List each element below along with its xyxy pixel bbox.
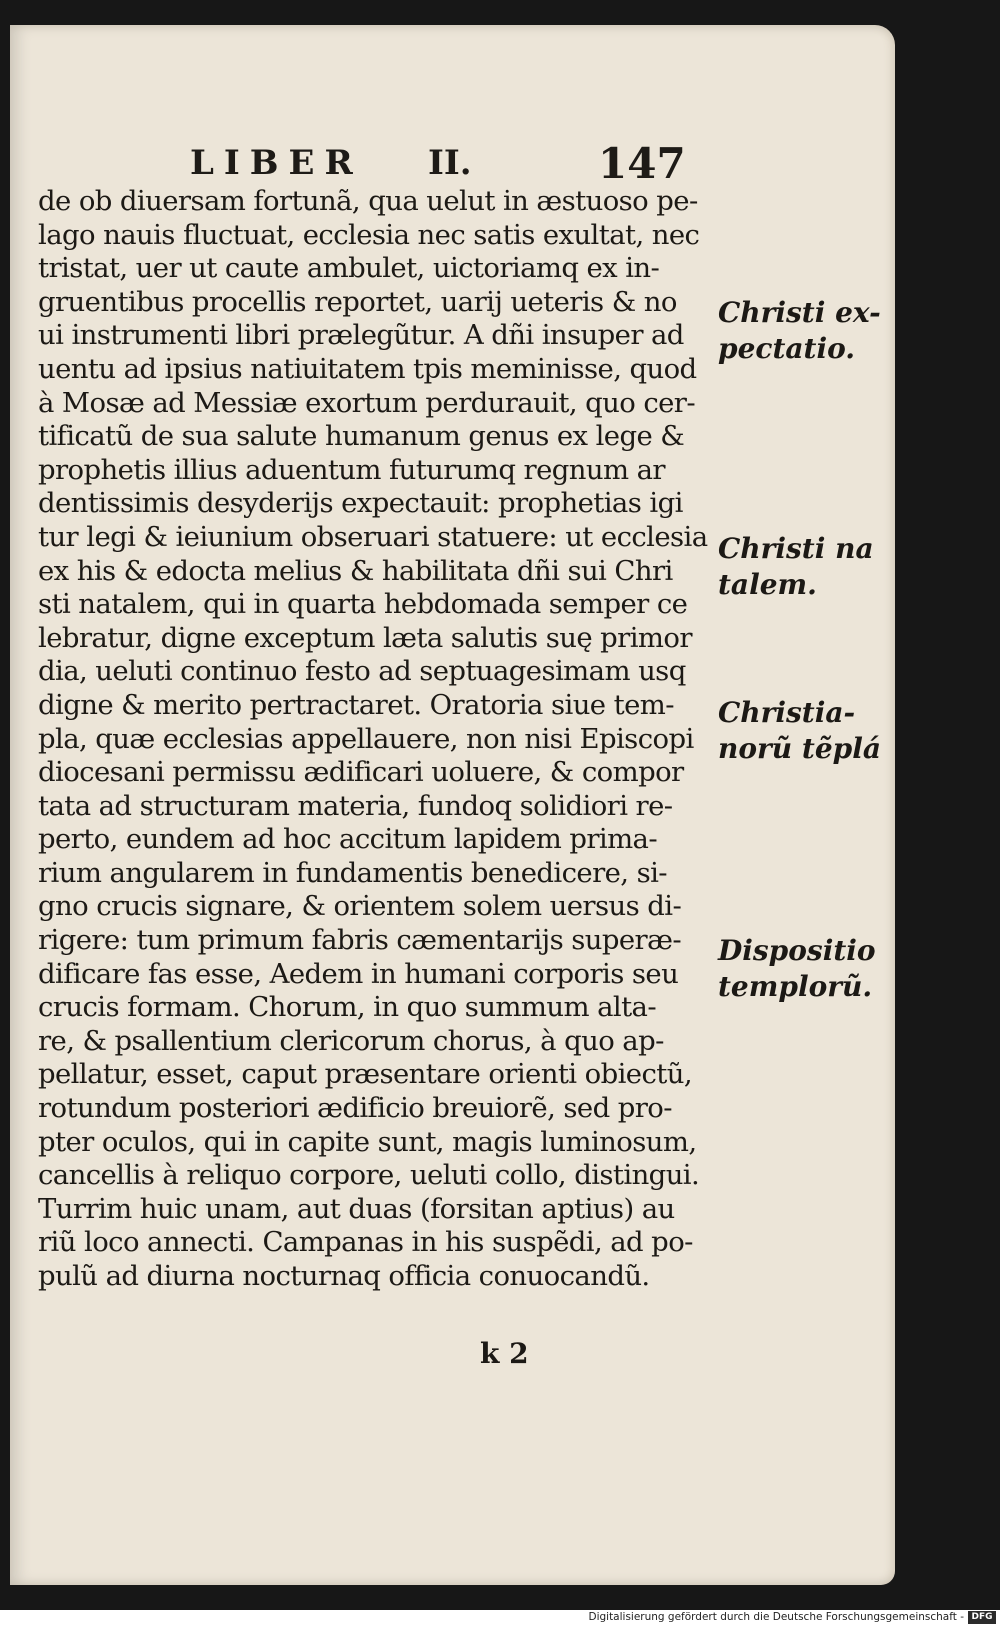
text-line: tur legi & ieiunium obseruari statuere: ut ecclesia	[38, 520, 708, 553]
signature-mark: k 2	[480, 1337, 529, 1370]
marginal-note-line: Dispositio	[718, 934, 876, 967]
text-line: crucis formam. Chorum, in quo summum alta-	[38, 991, 657, 1024]
footer-bar	[0, 1610, 1000, 1626]
text-line: à Mosæ ad Messiæ exortum perdurauit, quo cer-	[38, 386, 696, 419]
text-line: gruentibus procellis reportet, uarij ueteris & no	[38, 285, 677, 318]
text-line: prophetis illius aduentum futurumq regnum ar	[38, 453, 665, 486]
marginal-note-christi-natalem	[718, 531, 874, 603]
text-line: dificare fas esse, Aedem in humani corporis seu	[38, 957, 679, 990]
text-line: de ob diuersam fortunã, qua uelut in æstuoso pe-	[38, 185, 698, 217]
marginal-note-christi-expectatio	[718, 295, 881, 367]
marginal-note-line: norũ tẽplá	[718, 732, 881, 765]
text-line: dia, ueluti continuo festo ad septuagesimam usq	[38, 655, 686, 688]
marginal-note-line: Christi ex-	[718, 296, 881, 329]
text-line: sti natalem, qui in quarta hebdomada semper ce	[38, 588, 688, 621]
text-line: rigere: tum primum fabris cæmentarijs superæ-	[38, 924, 682, 957]
text-line: tristat, uer ut caute ambulet, uictoriamq ex in-	[38, 252, 660, 285]
text-line: ui instrumenti libri prælegũtur. A dñi insuper ad	[38, 319, 684, 352]
marginal-note-line: Christi na	[718, 532, 874, 565]
folio-number: 147	[598, 139, 686, 188]
marginal-note-christianorum-templa	[718, 695, 881, 767]
text-line: lago nauis fluctuat, ecclesia nec satis exultat, nec	[38, 218, 700, 251]
marginal-note-line: templorũ.	[718, 970, 873, 1003]
text-line: dentissimis desyderijs expectauit: prophetias igi	[38, 487, 683, 520]
text-line: perto, eundem ad hoc accitum lapidem prima-	[38, 823, 658, 856]
text-line: diocesani permissu ædificari uoluere, & compor	[38, 756, 684, 789]
text-line: gno crucis signare, & orientem solem uersus di-	[38, 890, 682, 923]
marginal-note-line: pectatio.	[718, 332, 856, 365]
text-line: tificatũ de sua salute humanum genus ex lege &	[38, 420, 685, 453]
marginal-note-line: Christia-	[718, 696, 856, 729]
text-line: Turrim huic unam, aut duas (forsitan aptius) au	[38, 1192, 675, 1225]
text-line: lebratur, digne exceptum læta salutis suę primor	[38, 621, 692, 654]
marginal-note-line: talem.	[718, 568, 817, 601]
text-line: riũ loco annecti. Campanas in his suspẽdi, ad po-	[38, 1226, 693, 1259]
marginal-note-dispositio-templorum	[718, 933, 876, 1005]
text-line: tata ad structuram materia, fundoq solidiori re-	[38, 789, 673, 822]
text-line: pter oculos, qui in capite sunt, magis luminosum,	[38, 1125, 697, 1158]
text-line: rotundum posteriori ædificio breuiorẽ, sed pro-	[38, 1092, 672, 1125]
text-line: digne & merito pertractaret. Oratoria siue tem-	[38, 688, 674, 721]
book-page	[10, 25, 895, 1585]
text-line: pellatur, esset, caput præsentare orienti obiectũ,	[38, 1058, 692, 1091]
main-text-block	[38, 185, 718, 1294]
text-line: uentu ad ipsius natiuitatem tpis meminisse, quod	[38, 352, 697, 385]
text-line: pla, quæ ecclesias appellauere, non nisi Episcopi	[38, 722, 694, 755]
running-head-title: LIBER	[190, 143, 363, 183]
digitization-credit: Digitalisierung gefördert durch die Deutsche Forschungsgemeinschaft -	[588, 1611, 964, 1623]
text-line: pulũ ad diurna nocturnaq officia conuocandũ.	[38, 1260, 650, 1292]
text-line: ex his & edocta melius & habilitata dñi sui Chri	[38, 554, 673, 587]
text-line: rium angularem in fundamentis benedicere, si-	[38, 856, 667, 889]
text-line: cancellis à reliquo corpore, ueluti collo, distingui.	[38, 1159, 700, 1192]
text-line: re, & psallentium clericorum chorus, à quo ap-	[38, 1024, 664, 1057]
dfg-logo: DFG	[968, 1611, 996, 1624]
running-head-book-number: II.	[428, 143, 472, 183]
